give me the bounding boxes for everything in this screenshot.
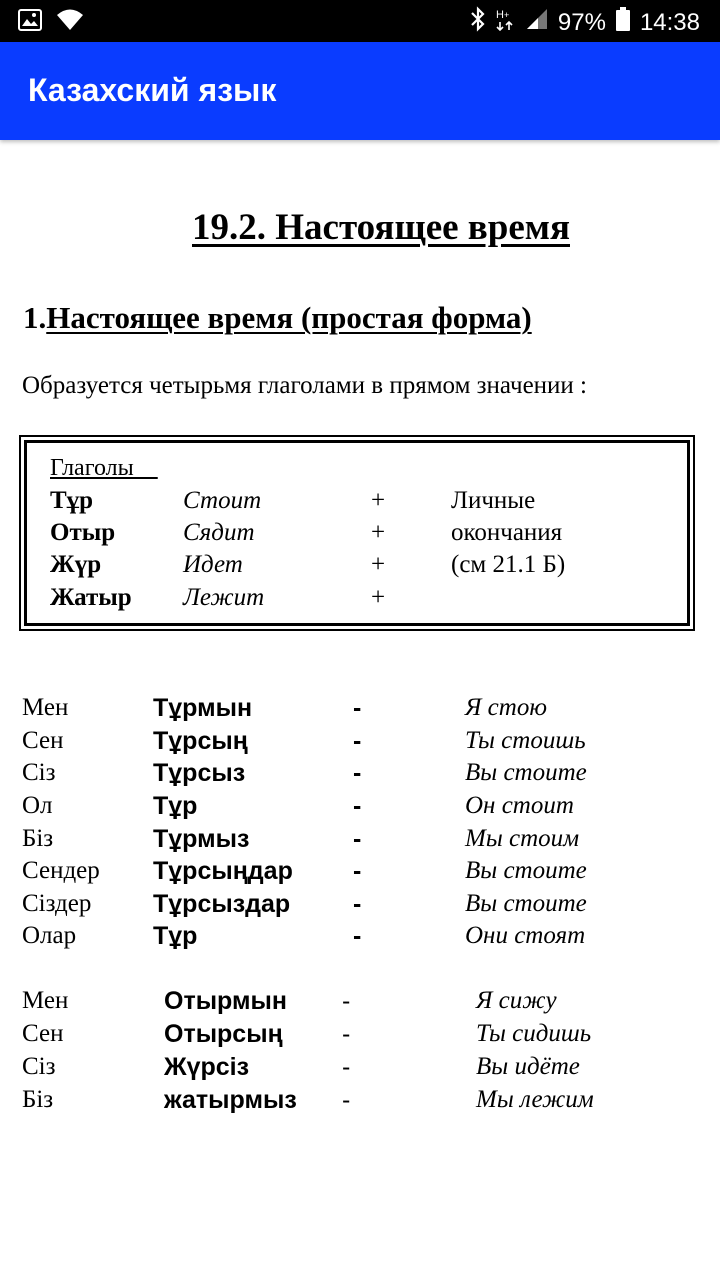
verb-translation: Лежит <box>183 584 265 611</box>
verb-form: Тұрсың <box>153 727 248 755</box>
ending-note: Личные <box>451 487 536 514</box>
conjugation-row <box>0 987 720 1019</box>
pronoun: Олар <box>22 922 77 949</box>
verb-translation: Идет <box>183 551 243 578</box>
translation: Я сижу <box>476 987 557 1014</box>
conjugation-row <box>0 890 720 922</box>
conjugation-row <box>0 727 720 759</box>
verb-translation: Стоит <box>183 487 262 514</box>
verb: Тұр <box>50 487 94 514</box>
page-heading: 19.2. Настоящее время <box>192 207 570 248</box>
verb-form: Отырмын <box>164 987 287 1015</box>
dash: - <box>353 792 362 820</box>
verb: Жүр <box>50 551 102 578</box>
dash: - <box>342 987 351 1015</box>
pronoun: Біз <box>22 1086 54 1113</box>
conjugation-row <box>0 922 720 954</box>
image-icon <box>18 9 42 36</box>
battery-icon <box>616 7 630 38</box>
verb-row <box>27 487 687 519</box>
verb-form: Тұрмыз <box>153 825 250 853</box>
conjugation-row <box>0 1053 720 1085</box>
dash: - <box>353 922 362 950</box>
translation: Я стою <box>465 694 547 721</box>
verbs-box-inner <box>24 440 690 626</box>
conjugation-row <box>0 825 720 857</box>
translation: Вы стоите <box>465 857 587 884</box>
signal-icon <box>526 8 548 37</box>
dash: - <box>342 1053 351 1081</box>
network-icon <box>496 7 516 38</box>
status-bar <box>0 0 720 42</box>
verb-form: жатырмыз <box>164 1086 297 1114</box>
verbs-box <box>19 435 695 631</box>
translation: Вы стоите <box>465 759 587 786</box>
app-bar <box>0 42 720 140</box>
translation: Они стоят <box>465 922 586 949</box>
svg-text:H: H <box>495 9 504 21</box>
wifi-icon <box>56 8 84 37</box>
plus-sign: + <box>371 487 386 514</box>
conjugation-row <box>0 792 720 824</box>
verb-form: Тұрсыздар <box>153 890 291 918</box>
verb-row <box>27 584 687 616</box>
conjugation-row <box>0 759 720 791</box>
conjugation-row <box>0 694 720 726</box>
verb-form: Тұрсыз <box>153 759 246 787</box>
pronoun: Ол <box>22 792 53 819</box>
conjugation-row <box>0 857 720 889</box>
dash: - <box>353 694 362 722</box>
verb-form: Жүрсіз <box>164 1053 250 1081</box>
verb-form: Тұрмын <box>153 694 253 722</box>
verb-row <box>27 519 687 551</box>
ending-note: окончания <box>451 519 563 546</box>
section-title: Настоящее время (простая форма) <box>46 300 532 335</box>
plus-sign: + <box>371 519 386 546</box>
pronoun: Мен <box>22 987 69 1014</box>
pronoun: Сендер <box>22 857 100 884</box>
clock: 14:38 <box>639 8 700 36</box>
dash: - <box>342 1020 351 1048</box>
section-heading <box>23 300 532 336</box>
lesson-content <box>0 140 720 1280</box>
translation: Мы стоим <box>465 825 580 852</box>
verb-row <box>27 551 687 583</box>
verb-translation: Сядит <box>183 519 255 546</box>
translation: Вы идёте <box>476 1053 580 1080</box>
verb: Отыр <box>50 519 116 546</box>
dash: - <box>342 1086 351 1114</box>
bluetooth-icon <box>470 6 486 39</box>
dash: - <box>353 890 362 918</box>
translation: Мы лежим <box>476 1086 594 1113</box>
pronoun: Сіз <box>22 759 56 786</box>
dash: - <box>353 825 362 853</box>
battery-text: 97% <box>557 8 606 36</box>
pronoun: Сіздер <box>22 890 92 917</box>
pronoun: Біз <box>22 825 54 852</box>
dash: - <box>353 857 362 885</box>
verb-form: Тұрсыңдар <box>153 857 293 885</box>
translation: Он стоит <box>465 792 574 819</box>
pronoun: Сен <box>22 727 64 754</box>
app-title: Казахский язык <box>28 72 277 108</box>
section-number: 1. <box>23 300 47 335</box>
ending-note: (см 21.1 Б) <box>451 551 566 578</box>
conjugation-row <box>0 1020 720 1052</box>
dash: - <box>353 727 362 755</box>
translation: Ты стоишь <box>465 727 586 754</box>
verb-form: Тұр <box>153 922 198 950</box>
conjugation-row <box>0 1086 720 1118</box>
verbs-box-header: Глаголы <box>50 455 158 481</box>
pronoun: Сіз <box>22 1053 56 1080</box>
verb: Жатыр <box>50 584 132 611</box>
intro-text: Образуется четырьмя глаголами в прямом значении : <box>22 372 588 399</box>
dash: - <box>353 759 362 787</box>
pronoun: Мен <box>22 694 69 721</box>
verb-form: Тұр <box>153 792 198 820</box>
translation: Ты сидишь <box>476 1020 592 1047</box>
translation: Вы стоите <box>465 890 587 917</box>
plus-sign: + <box>371 551 386 578</box>
pronoun: Сен <box>22 1020 64 1047</box>
svg-text:+: + <box>503 10 510 20</box>
plus-sign: + <box>371 584 386 611</box>
verb-form: Отырсың <box>164 1020 283 1048</box>
